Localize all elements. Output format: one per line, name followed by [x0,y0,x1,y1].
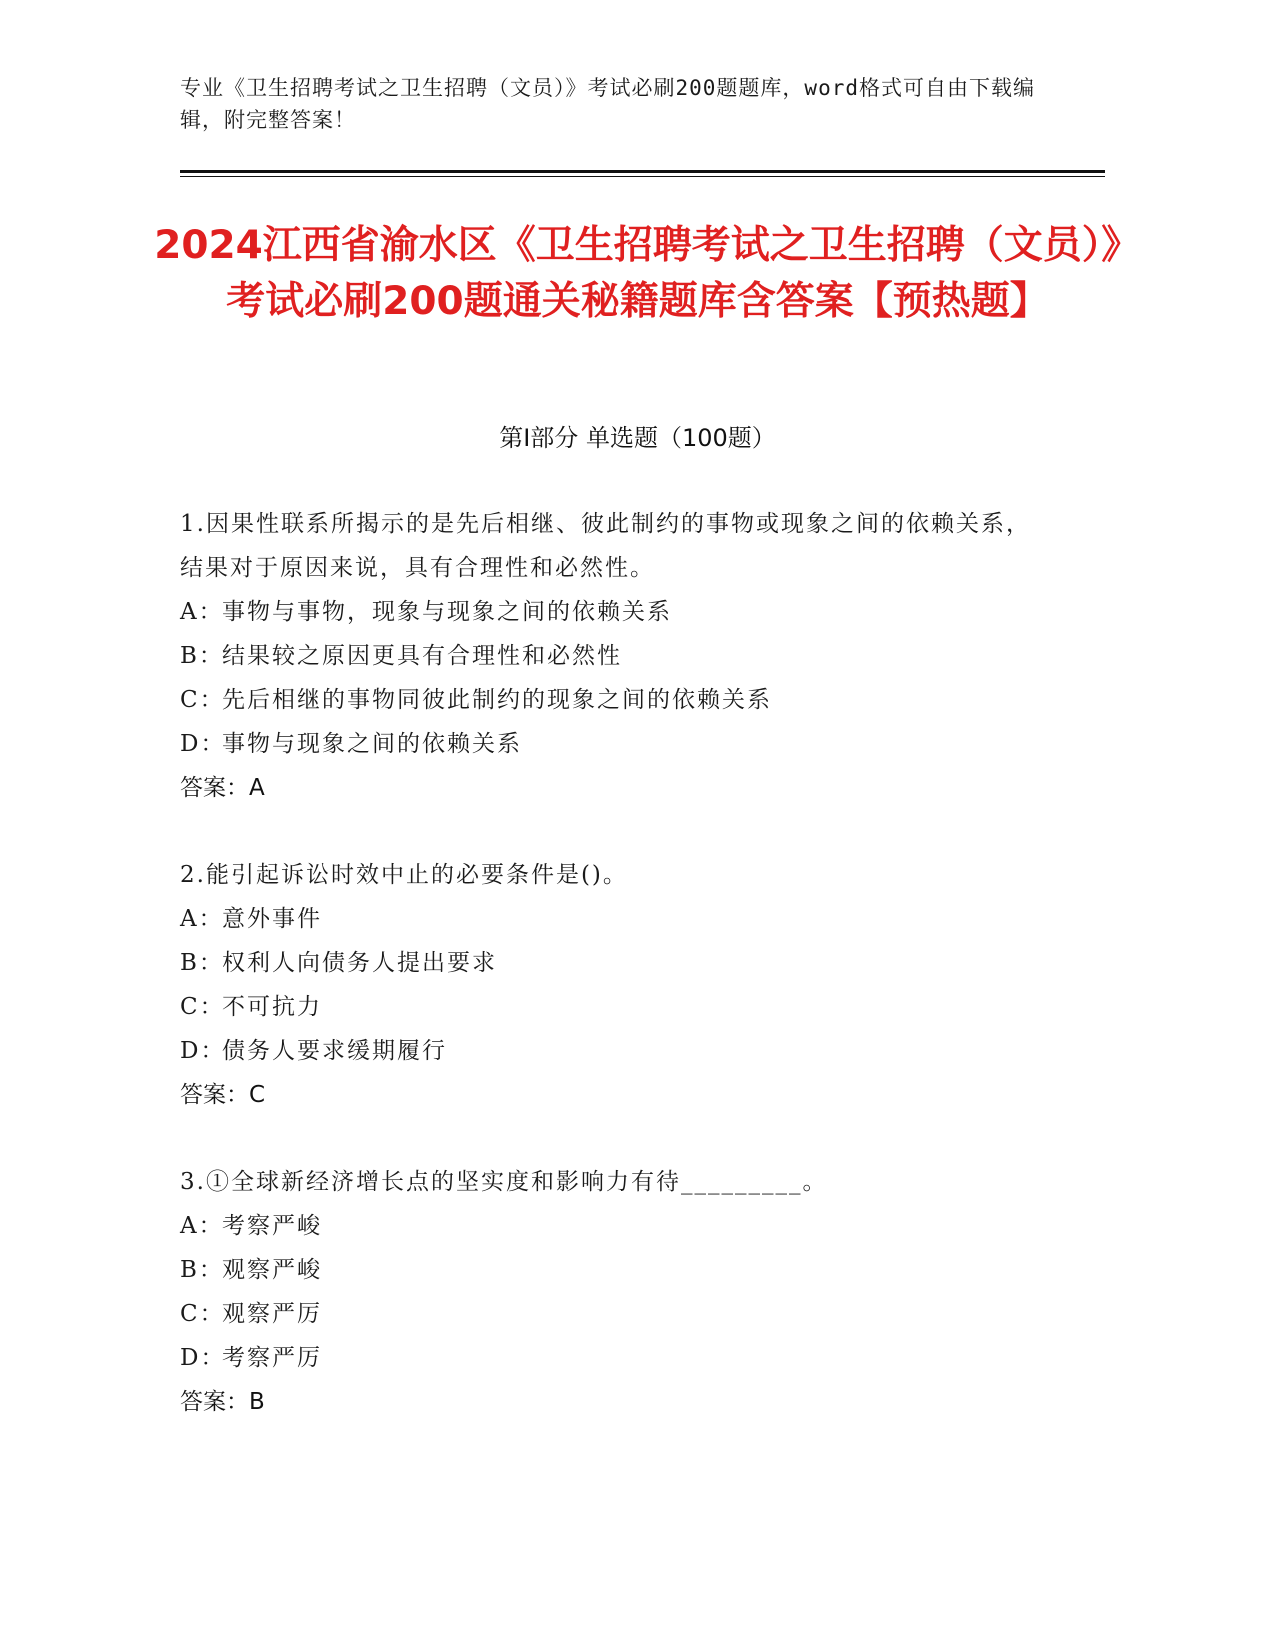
option-c [180,1292,1050,1336]
option-text: 不可抗力 [222,994,322,1020]
header-note: 专业《卫生招聘考试之卫生招聘（文员）》考试必刷200题题库，word格式可自由下载编辑，附完整答案！ [180,76,1035,132]
option-letter: B： [180,1257,224,1283]
option-c [180,678,1050,722]
header-rule-thin [180,176,1105,177]
option-letter: B： [180,950,224,976]
answer-line: 答案：C [180,1082,266,1108]
option-letter: A： [180,599,224,625]
question-stem: 1.因果性联系所揭示的是先后相继、彼此制约的事物或现象之间的依赖关系，结果对于原因来说，具有合理性和必然性。 [180,511,1031,581]
option-text: 考察严峻 [222,1213,322,1239]
answer-line: 答案：B [180,1389,265,1415]
option-a [180,1204,1050,1248]
option-text: 事物与现象之间的依赖关系 [222,731,522,757]
option-d [180,1336,1050,1380]
document-title: 2024江西省渝水区《卫生招聘考试之卫生招聘（文员）》考试必刷200题通关秘籍题库含答案【预热题】 [154,223,1121,324]
option-b [180,634,1050,678]
option-text: 结果较之原因更具有合理性和必然性 [222,643,622,669]
option-text: 权利人向债务人提出要求 [222,950,497,976]
option-b [180,1248,1050,1292]
option-text: 意外事件 [222,906,322,932]
option-d [180,1029,1050,1073]
option-d [180,722,1050,766]
option-text: 先后相继的事物同彼此制约的现象之间的依赖关系 [222,687,772,713]
option-letter: B： [180,643,224,669]
option-text: 考察严厉 [222,1345,322,1371]
question-stem: 3.①全球新经济增长点的坚实度和影响力有待_________。 [180,1169,828,1195]
section-heading: 第Ⅰ部分 单选题（100题） [499,424,776,452]
question-2 [180,853,1050,1117]
question-list [180,502,1050,1467]
option-letter: D： [180,1345,226,1371]
option-c [180,985,1050,1029]
option-letter: D： [180,731,226,757]
option-letter: C： [180,687,225,713]
option-text: 观察严厉 [222,1301,322,1327]
header-rule-thick [180,170,1105,173]
option-letter: C： [180,994,225,1020]
question-3 [180,1160,1050,1424]
question-stem: 2.能引起诉讼时效中止的必要条件是()。 [180,862,628,888]
option-text: 观察严峻 [222,1257,322,1283]
option-a [180,897,1050,941]
option-letter: C： [180,1301,225,1327]
option-letter: D： [180,1038,226,1064]
option-a [180,590,1050,634]
option-text: 事物与事物，现象与现象之间的依赖关系 [222,599,672,625]
answer-line: 答案：A [180,775,265,801]
option-letter: A： [180,1213,224,1239]
option-b [180,941,1050,985]
option-text: 债务人要求缓期履行 [222,1038,447,1064]
option-letter: A： [180,906,224,932]
question-1 [180,502,1050,810]
